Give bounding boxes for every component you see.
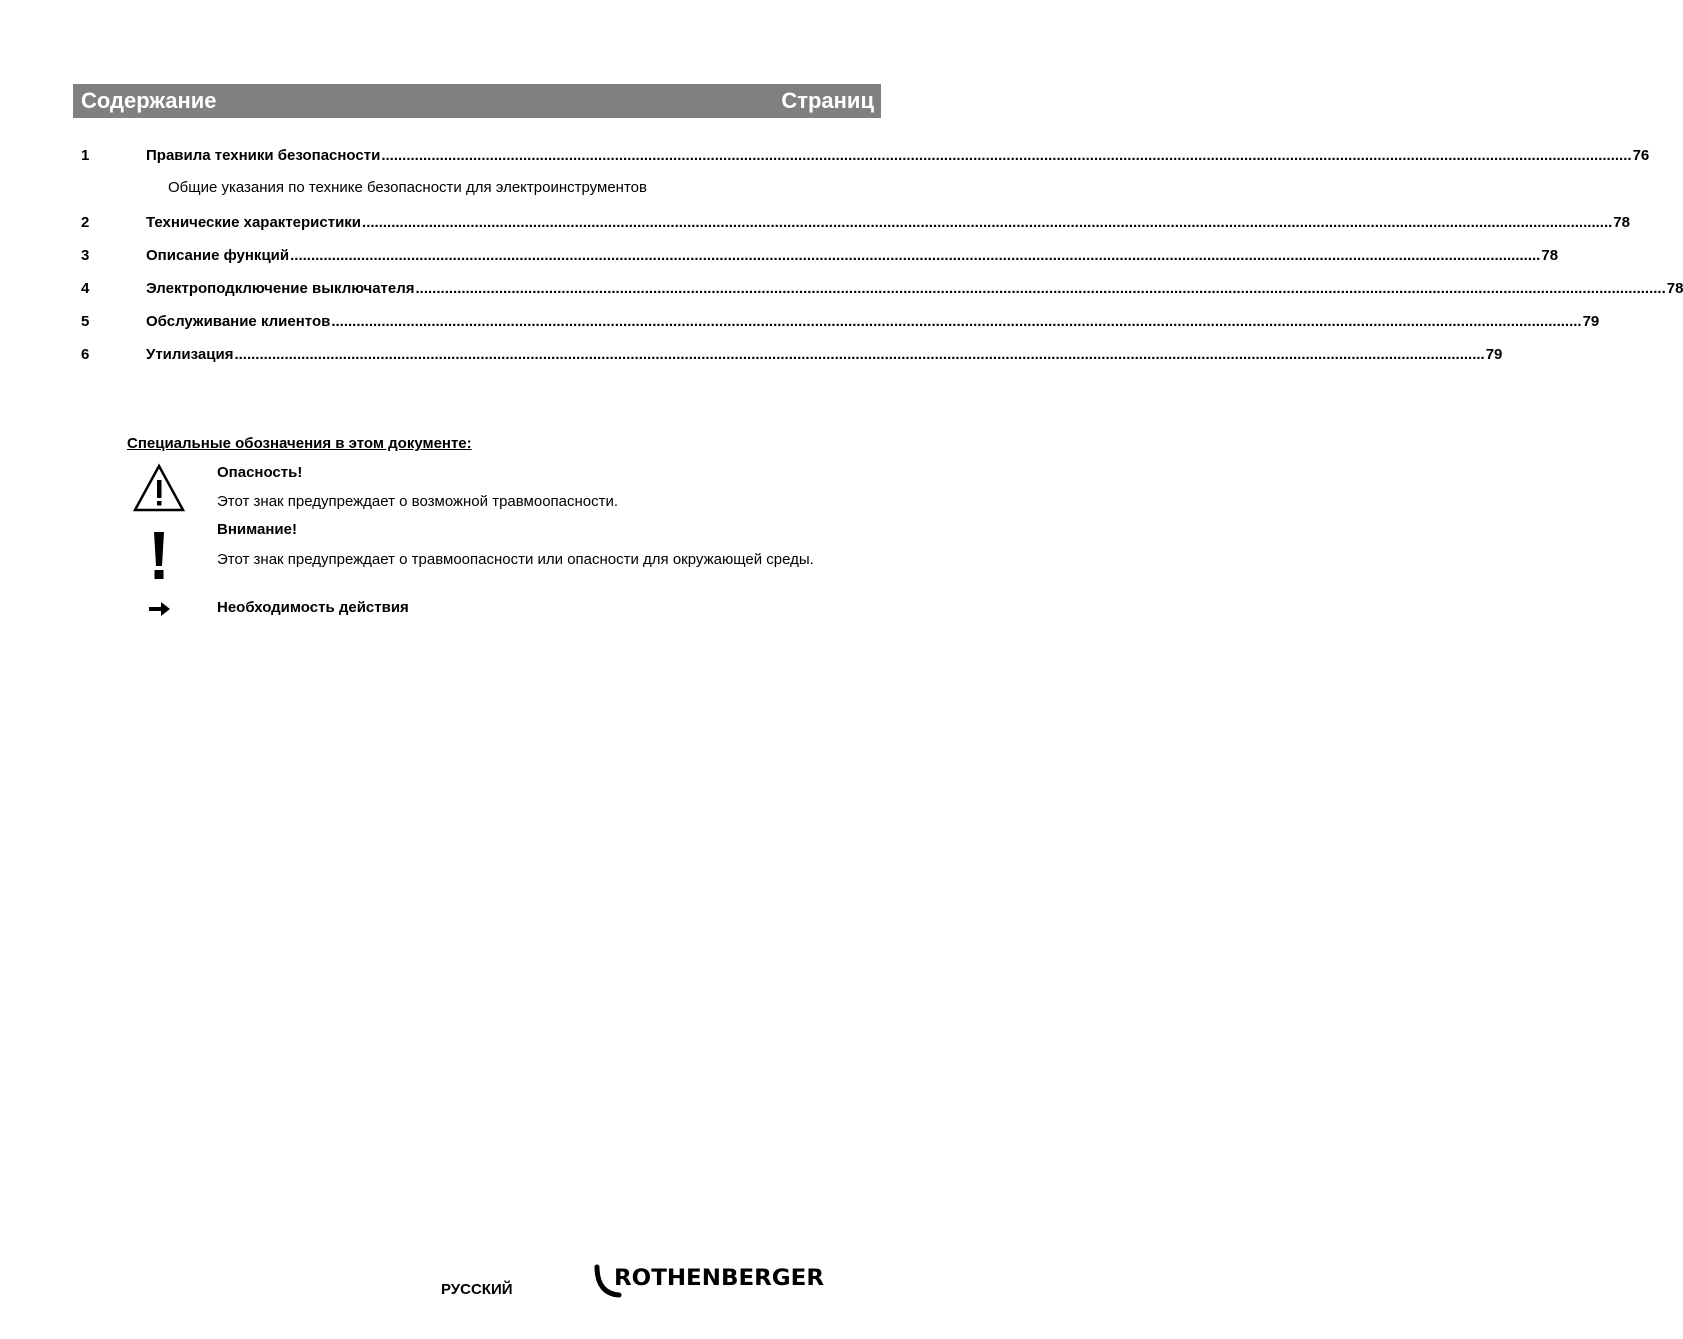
toc-header-title: Содержание bbox=[81, 88, 217, 113]
footer-language: РУССКИЙ bbox=[441, 1281, 513, 1298]
toc-entry-number: 6 bbox=[81, 345, 90, 363]
toc-subentry[interactable]: Общие указания по технике безопасности для электроинструментов bbox=[168, 179, 647, 196]
toc-entry-page: 78 bbox=[1541, 246, 1559, 264]
toc-entry-title: Утилизация bbox=[146, 345, 234, 363]
toc-entry-page: 76 bbox=[1632, 146, 1650, 164]
toc-entry-number: 4 bbox=[81, 279, 90, 297]
rothenberger-logo-text: ROTHENBERGER bbox=[614, 1266, 825, 1291]
toc-entry-page: 78 bbox=[1613, 213, 1630, 231]
danger-text: Этот знак предупреждает о возможной травмоопасности. bbox=[217, 493, 619, 510]
toc-leader-dots: ............................................................................................................................................................................................................................................................................................................ bbox=[415, 279, 1666, 297]
toc-entry-number: 2 bbox=[81, 213, 90, 231]
toc-entry[interactable] bbox=[81, 144, 1650, 166]
toc-entry-page: 79 bbox=[1485, 345, 1503, 363]
toc-entry-number: 1 bbox=[81, 146, 90, 164]
toc-entry-page: 78 bbox=[1666, 279, 1683, 297]
toc-entry[interactable] bbox=[81, 244, 1559, 266]
toc-entry-number: 3 bbox=[81, 246, 90, 264]
warning-triangle-icon bbox=[133, 463, 185, 513]
toc-entry-title: Правила техники безопасности bbox=[146, 146, 381, 164]
toc-entry[interactable] bbox=[81, 310, 1600, 332]
action-title: Необходимость действия bbox=[217, 599, 409, 616]
toc-entry-title: Электроподключение выключателя bbox=[146, 279, 415, 297]
toc-entry-title: Технические характеристики bbox=[146, 213, 362, 231]
toc-entry[interactable] bbox=[81, 211, 1630, 233]
danger-title: Опасность! bbox=[217, 464, 303, 481]
toc-entry-title: Описание функций bbox=[146, 246, 290, 264]
attention-title: Внимание! bbox=[217, 521, 297, 538]
toc-leader-dots: ............................................................................................................................................................................................................................................................................................................ bbox=[290, 246, 1541, 264]
legend-title: Специальные обозначения в этом документе: bbox=[127, 435, 472, 452]
toc-leader-dots: ............................................................................................................................................................................................................................................................................................................ bbox=[381, 146, 1632, 164]
attention-text: Этот знак предупреждает о травмоопасности или опасности для окружающей среды. bbox=[217, 551, 814, 568]
toc-leader-dots: ............................................................................................................................................................................................................................................................................................................ bbox=[331, 312, 1582, 330]
toc-header-page-label: Страниц bbox=[781, 88, 874, 113]
toc-header bbox=[73, 84, 881, 118]
toc-entry-title: Обслуживание клиентов bbox=[146, 312, 331, 330]
toc-entry-number: 5 bbox=[81, 312, 90, 330]
toc-entry[interactable] bbox=[81, 343, 1503, 365]
exclamation-icon bbox=[151, 530, 167, 582]
toc-entry[interactable] bbox=[81, 277, 1683, 299]
rothenberger-logo bbox=[593, 1263, 829, 1299]
toc-leader-dots: ............................................................................................................................................................................................................................................................................................................ bbox=[234, 345, 1485, 363]
arrow-right-icon bbox=[148, 599, 172, 619]
toc-entry-page: 79 bbox=[1582, 312, 1600, 330]
toc-leader-dots: ............................................................................................................................................................................................................................................................................................................ bbox=[362, 213, 1613, 231]
